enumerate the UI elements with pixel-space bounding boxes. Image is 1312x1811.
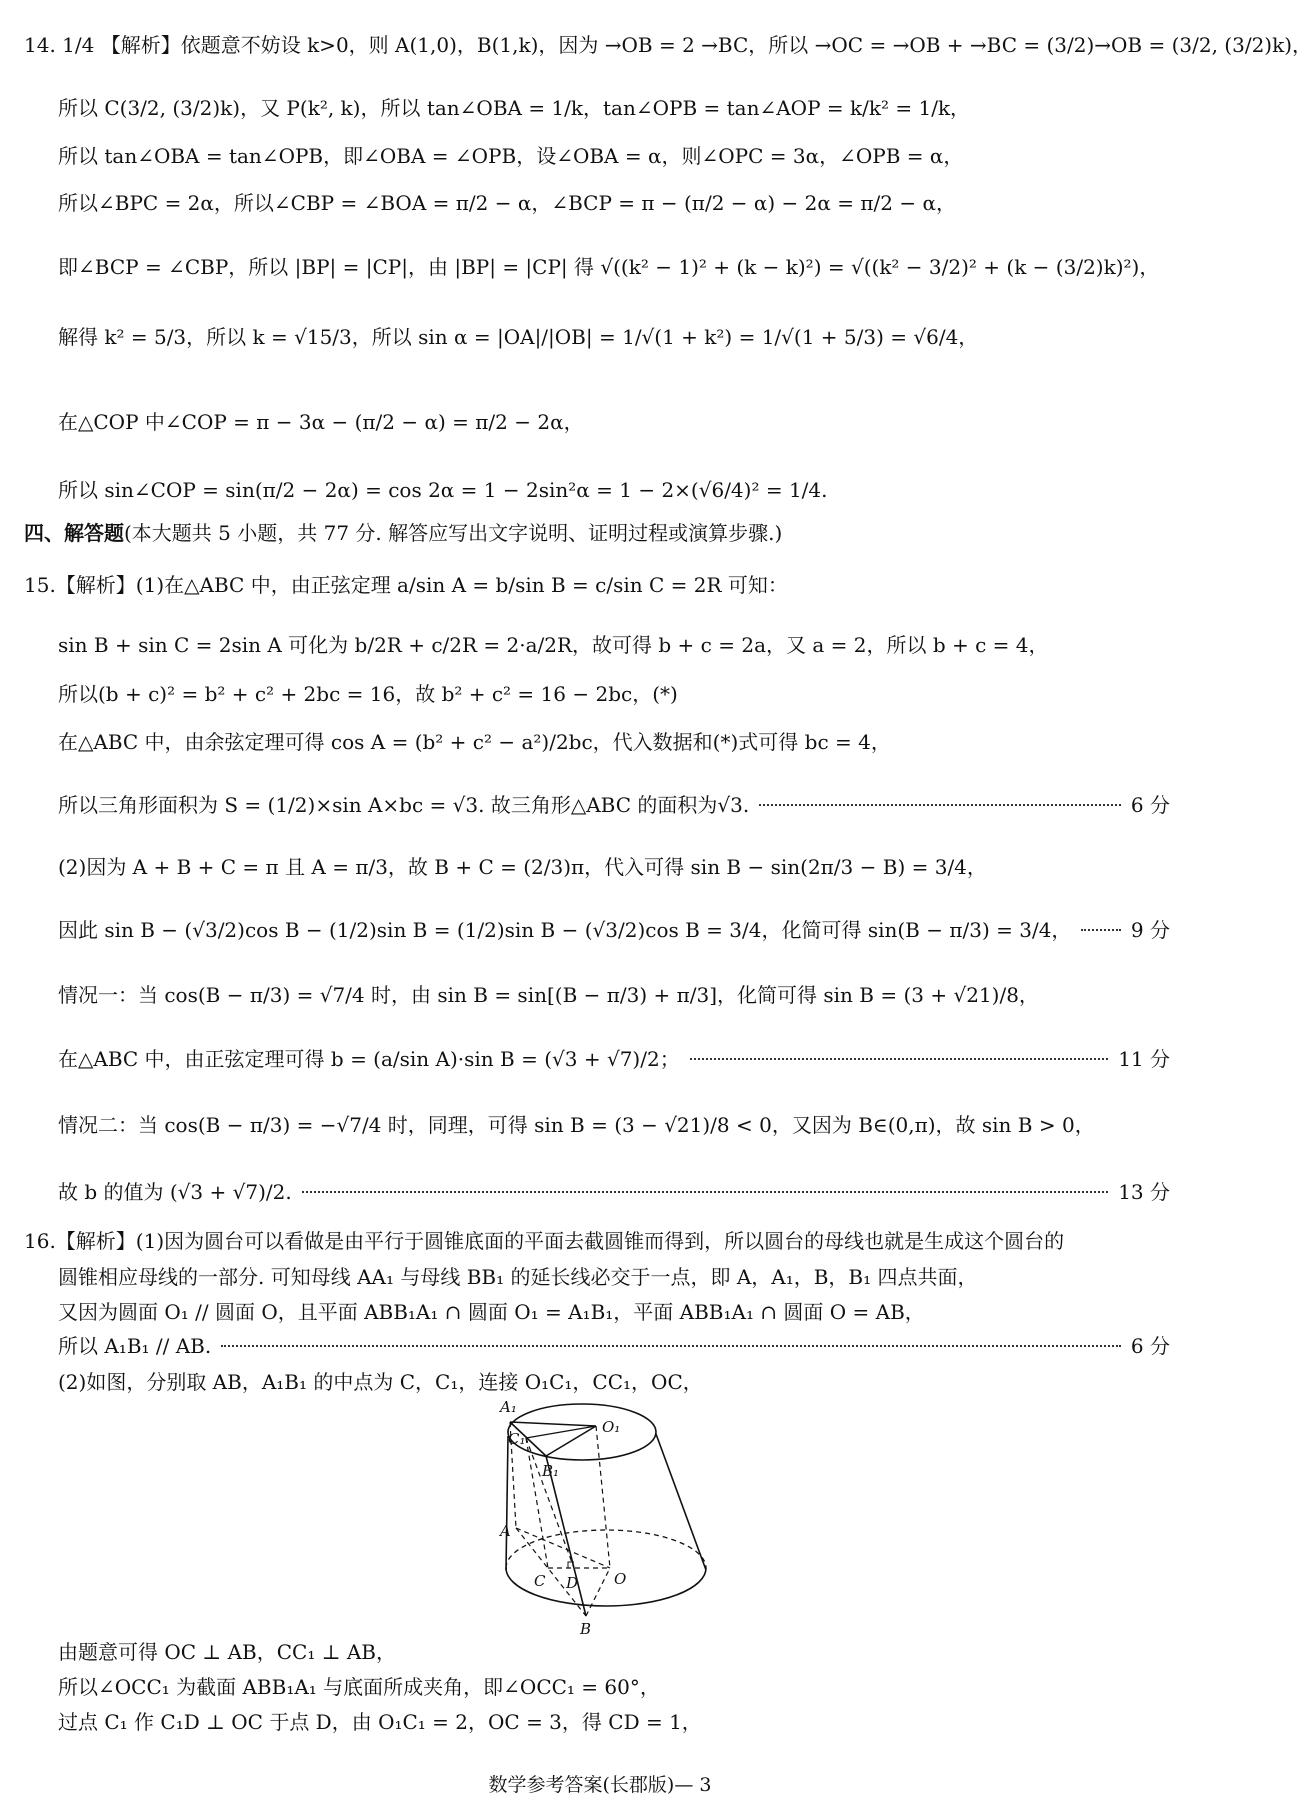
- section-heading: 四、解答题(本大题共 5 小题，共 77 分. 解答应写出文字说明、证明过程或演算步骤.): [24, 521, 783, 545]
- solution-line: 所以∠BPC = 2α，所以∠CBP = ∠BOA = π/2 − α，∠BCP = π − (π/2 − α) − 2α = π/2 − α，: [58, 191, 956, 215]
- label-a: A: [500, 1522, 511, 1540]
- solution-line: 所以 tan∠OBA = tan∠OPB，即∠OBA = ∠OPB，设∠OBA = α，则∠OPC = 3α，∠OPB = α，: [58, 144, 964, 168]
- score-points: 6 分: [1130, 1334, 1170, 1358]
- solution-line: 情况二：当 cos(B − π/3) = −√7/4 时，同理，可得 sin B = (3 − √21)/8 < 0，又因为 B∈(0,π)，故 sin B > 0，: [58, 1113, 1095, 1137]
- solution-line: 所以 C(3/2, (3/2)k)，又 P(k², k)，所以 tan∠OBA = 1/k，tan∠OPB = tan∠AOP = k/k² = 1/k，: [58, 96, 971, 120]
- segment-a-o: [516, 1528, 610, 1568]
- solution-line: 所以(b + c)² = b² + c² + 2bc = 16，故 b² + c² = 16 − 2bc，(*): [58, 682, 678, 706]
- scored-line: 所以 A₁B₁ // AB. 6 分: [58, 1331, 1170, 1361]
- problem-16-heading: 16.【解析】(1)因为圆台可以看做是由平行于圆锥底面的平面去截圆锥而得到，所以圆台的母线也就是生成这个圆台的: [24, 1229, 1065, 1253]
- section-note: (本大题共 5 小题，共 77 分. 解答应写出文字说明、证明过程或演算步骤.): [124, 521, 783, 545]
- solution-line: (2)如图，分别取 AB，A₁B₁ 的中点为 C，C₁，连接 O₁C₁，CC₁，OC，: [58, 1370, 703, 1394]
- label-o1: O₁: [602, 1418, 621, 1436]
- solution-line: 在△ABC 中，由余弦定理可得 cos A = (b² + c² − a²)/2bc，代入数据和(*)式可得 bc = 4，: [58, 730, 891, 754]
- solution-line: 过点 C₁ 作 C₁D ⊥ OC 于点 D，由 O₁C₁ = 2，OC = 3，得 CD = 1，: [58, 1710, 702, 1734]
- left-generatrix: [506, 1436, 508, 1570]
- label-c1: C₁: [508, 1430, 526, 1448]
- top-circle: [508, 1404, 656, 1460]
- solution-line: 又因为圆面 O₁ // 圆面 O，且平面 ABB₁A₁ ∩ 圆面 O₁ = A₁B₁，平面 ABB₁A₁ ∩ 圆面 O = AB，: [58, 1300, 925, 1324]
- segment-b-o: [586, 1568, 610, 1616]
- segment-b1-b: [546, 1456, 586, 1616]
- solution-line: 即∠BCP = ∠CBP，所以 |BP| = |CP|，由 |BP| = |CP| 得 √((k² − 1)² + (k − k)²) = √((k² − 3/2)² + (k − (3/2)k)²)，: [58, 255, 1160, 279]
- label-a1: A₁: [500, 1398, 517, 1416]
- segment-a1-o1: [510, 1422, 596, 1426]
- solution-line: (2)因为 A + B + C = π 且 A = π/3，故 B + C = (2/3)π，代入可得 sin B − sin(2π/3 − B) = 3/4，: [58, 855, 987, 879]
- label-o: O: [614, 1570, 627, 1588]
- solution-line: 由题意可得 OC ⊥ AB，CC₁ ⊥ AB，: [58, 1640, 397, 1664]
- label-c: C: [534, 1572, 546, 1590]
- score-points: 9 分: [1130, 918, 1170, 942]
- score-points: 11 分: [1118, 1047, 1170, 1071]
- label-b1: B₁: [542, 1462, 560, 1480]
- solution-line: 解得 k² = 5/3，所以 k = √15/3，所以 sin α = |OA|/|OB| = 1/√(1 + k²) = 1/√(1 + 5/3) = √6/4，: [58, 325, 979, 349]
- scored-line: 因此 sin B − (√3/2)cos B − (1/2)sin B = (1/2)sin B − (√3/2)cos B = 3/4，化简可得 sin(B − π/3) = 3/4， 9 分: [58, 915, 1170, 945]
- solution-line: 所以 sin∠COP = sin(π/2 − 2α) = cos 2α = 1 − 2sin²α = 1 − 2×(√6/4)² = 1/4.: [58, 478, 828, 502]
- solution-line: 情况一：当 cos(B − π/3) = √7/4 时，由 sin B = sin[(B − π/3) + π/3]，化简可得 sin B = (3 + √21)/8，: [58, 983, 1039, 1007]
- scored-line: 故 b 的值为 (√3 + √7)/2. 13 分: [58, 1177, 1170, 1207]
- score-points: 13 分: [1118, 1180, 1170, 1204]
- problem-14-answer-line: 14. 1/4 【解析】依题意不妨设 k>0，则 A(1,0)，B(1,k)，因为 →OB = 2 →BC，所以 →OC = →OB + →BC = (3/2)→OB = (3/2, (3/2)k)，: [24, 33, 1312, 57]
- scored-line: 所以三角形面积为 S = (1/2)×sin A×bc = √3. 故三角形△ABC 的面积为√3. 6 分: [58, 790, 1170, 820]
- solution-line: 圆锥相应母线的一部分. 可知母线 AA₁ 与母线 BB₁ 的延长线必交于一点，即 A，A₁，B，B₁ 四点共面，: [58, 1265, 978, 1289]
- page-footer: 数学参考答案(长郡版)— 3: [488, 1774, 712, 1796]
- solution-line: 在△COP 中∠COP = π − 3α − (π/2 − α) = π/2 − 2α，: [58, 410, 584, 434]
- segment-o1-o: [596, 1426, 610, 1568]
- solution-line: 所以∠OCC₁ 为截面 ABB₁A₁ 与底面所成夹角，即∠OCC₁ = 60°，: [58, 1675, 660, 1699]
- score-points: 6 分: [1130, 793, 1170, 817]
- frustum-figure: [486, 1378, 726, 1638]
- segment-c1-c: [526, 1438, 548, 1568]
- solution-line: sin B + sin C = 2sin A 可化为 b/2R + c/2R = 2·a/2R，故可得 b + c = 2a，又 a = 2，所以 b + c = 4，: [58, 633, 1049, 657]
- right-generatrix: [656, 1434, 706, 1570]
- base-back-arc: [506, 1530, 706, 1568]
- scored-line: 在△ABC 中，由正弦定理可得 b = (a/sin A)·sin B = (√3 + √7)/2； 11 分: [58, 1044, 1170, 1074]
- problem-15-heading: 15.【解析】(1)在△ABC 中，由正弦定理 a/sin A = b/sin B = c/sin C = 2R 可知：: [24, 573, 788, 597]
- label-b: B: [580, 1620, 592, 1638]
- label-d: D: [566, 1574, 579, 1592]
